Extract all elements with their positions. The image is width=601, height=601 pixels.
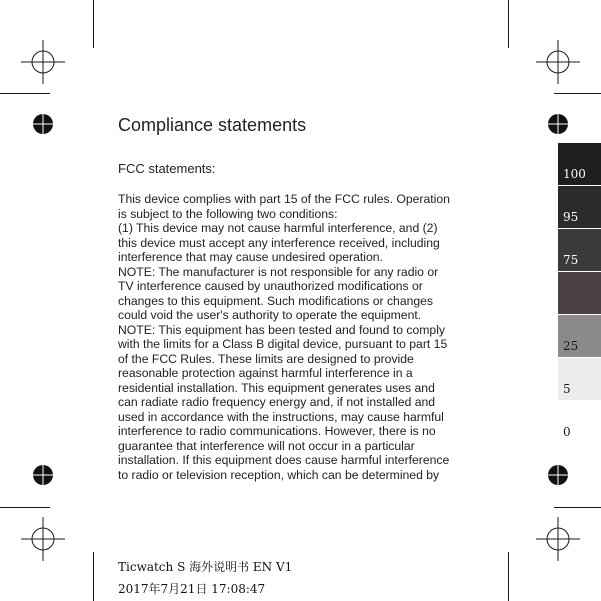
swatch-label: 5: [563, 382, 571, 396]
crop-mark-top-left-vertical: [93, 0, 94, 48]
body-text-line: This device complies with part 15 of the FCC rules. Operation: [118, 192, 450, 206]
body-text-line: with the limits for a Class B digital device, pursuant to part 15: [118, 337, 448, 351]
color-swatch: [558, 272, 601, 315]
body-text-line: installation. If this equipment does cause harmful interference: [118, 453, 450, 467]
body-text-line: interference that may cause undesired operation.: [118, 250, 383, 264]
crop-mark-bottom-left-vertical: [93, 552, 94, 601]
swatch-label: 75: [563, 253, 579, 267]
crop-mark-top-left-horizontal: [0, 93, 50, 94]
body-text-line: is subject to the following two conditions:: [118, 206, 338, 221]
swatch-label: 0: [563, 425, 571, 439]
body-text-line: interference to radio communications. However, there is no: [118, 424, 436, 438]
color-swatch: [558, 315, 601, 358]
color-swatch: [558, 229, 601, 272]
body-text-line: TV interference caused by unauthorized modifications or: [118, 279, 423, 293]
crop-mark-top-right-vertical: [508, 0, 509, 48]
body-text-line: this device must accept any interference received, including: [118, 235, 440, 250]
color-swatch: [558, 186, 601, 229]
swatch-label: 100: [563, 167, 586, 181]
color-swatch: [558, 143, 601, 186]
footer-file-name: Ticwatch S 海外说明书 EN V1: [118, 560, 293, 574]
register-bullet-icon: [32, 113, 54, 135]
section-heading: FCC statements:: [118, 161, 216, 176]
body-text-line: used in accordance with the instructions, may cause harmful: [118, 409, 444, 424]
body-text-line: to radio or television reception, which can be determined by: [118, 467, 440, 482]
body-text-line: reasonable protection against harmful interference in a: [118, 366, 413, 380]
register-bullet-icon: [547, 464, 569, 486]
body-text-line: (1) This device may not cause harmful interference, and (2): [118, 221, 438, 235]
body-text-line: residential installation. This equipment generates uses and: [118, 380, 435, 395]
fcc-statement-body: [118, 192, 498, 482]
footer-timestamp: 2017年7月21日 17:08:47: [118, 582, 266, 596]
color-swatch: [558, 358, 601, 401]
swatch-label: 95: [563, 210, 579, 224]
body-text-line: could void the user's authority to operate the equipment.: [118, 308, 422, 322]
registration-mark-icon: [536, 40, 580, 84]
registration-mark-icon: [536, 517, 580, 561]
body-text-line: NOTE: The manufacturer is not responsible for any radio or: [118, 264, 439, 279]
body-text-line: of the FCC Rules. These limits are designed to provide: [118, 351, 414, 366]
crop-mark-bottom-right-vertical: [508, 552, 509, 601]
register-bullet-icon: [547, 113, 569, 135]
registration-mark-icon: [21, 517, 65, 561]
body-text-line: can radiate radio frequency energy and, if not installed and: [118, 395, 436, 409]
color-swatch: [558, 401, 601, 444]
crop-mark-top-right-horizontal: [554, 93, 601, 94]
body-text-line: changes to this equipment. Such modifications or changes: [118, 293, 434, 308]
body-text-line: NOTE: This equipment has been tested and found to comply: [118, 322, 445, 337]
crop-mark-bottom-left-horizontal: [0, 507, 50, 508]
page-title: Compliance statements: [118, 115, 307, 135]
crop-mark-bottom-right-horizontal: [554, 507, 601, 508]
register-bullet-icon: [32, 464, 54, 486]
body-text-line: guarantee that interference will not occur in a particular: [118, 438, 415, 453]
grayscale-color-bar: [558, 143, 601, 444]
registration-mark-icon: [21, 40, 65, 84]
swatch-label: 25: [563, 339, 579, 353]
